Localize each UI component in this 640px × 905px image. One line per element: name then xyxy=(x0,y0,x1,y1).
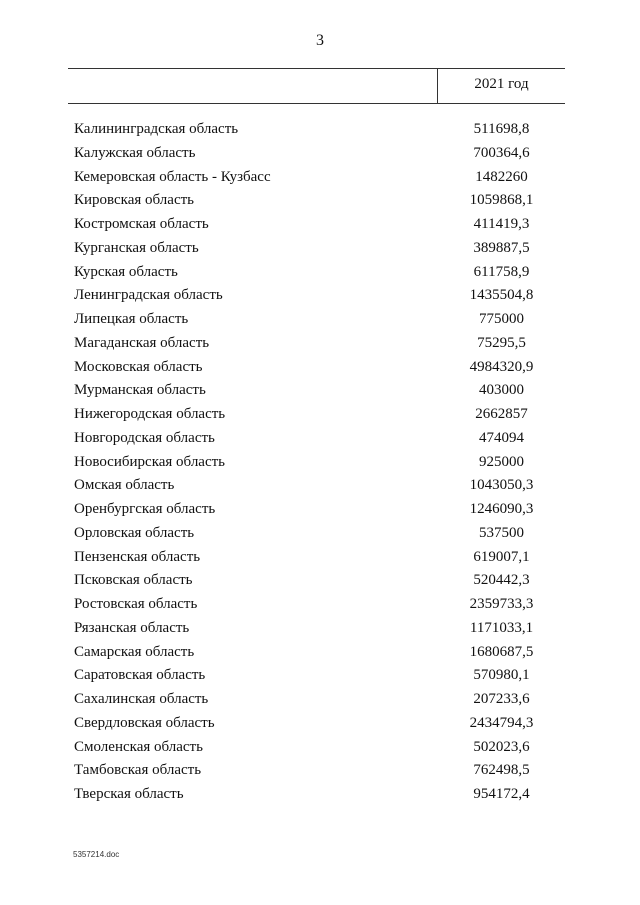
table-row xyxy=(0,712,640,736)
region-name: Курганская область xyxy=(74,239,199,256)
region-name: Мурманская область xyxy=(74,382,206,399)
region-value: 1680687,5 xyxy=(469,643,534,660)
region-name: Курская область xyxy=(74,263,178,280)
file-reference: 5357214.doc xyxy=(73,850,120,859)
table-row xyxy=(0,427,640,451)
region-value: 1482260 xyxy=(475,168,528,185)
region-value: 75295,5 xyxy=(477,334,526,351)
table-row xyxy=(0,617,640,641)
column-header-year: 2021 год xyxy=(474,76,529,92)
table-row xyxy=(0,641,640,665)
region-value: 2662857 xyxy=(475,406,528,422)
table-row xyxy=(0,522,640,546)
table-row xyxy=(0,664,640,688)
region-value: 619007,1 xyxy=(473,548,530,565)
region-value: 474094 xyxy=(479,429,524,446)
region-value: 1043050,3 xyxy=(469,477,534,494)
region-value: 925000 xyxy=(479,453,524,470)
table-row xyxy=(0,332,640,356)
table-row xyxy=(0,783,640,807)
region-value: 1059868,1 xyxy=(469,192,534,209)
region-value: 537500 xyxy=(479,524,524,541)
table-row xyxy=(0,284,640,308)
region-name: Орловская область xyxy=(74,524,195,541)
region-name: Московская область xyxy=(74,358,203,375)
region-value: 954172,4 xyxy=(473,786,530,802)
table-row xyxy=(0,166,640,190)
region-name: Сахалинская область xyxy=(74,691,209,707)
region-name: Оренбургская область xyxy=(74,501,216,517)
table-row xyxy=(0,569,640,593)
table-row xyxy=(0,142,640,166)
region-name: Калининградская область xyxy=(74,121,239,137)
region-name: Ленинградская область xyxy=(74,287,223,304)
table-body xyxy=(0,118,640,807)
region-name: Омская область xyxy=(74,477,175,494)
region-name: Новгородская область xyxy=(74,429,215,446)
region-value: 2434794,3 xyxy=(469,714,534,731)
region-value: 775000 xyxy=(479,311,524,327)
table-row xyxy=(0,213,640,237)
region-value: 411419,3 xyxy=(473,216,530,232)
table-row xyxy=(0,118,640,142)
region-name: Кировская область xyxy=(74,192,195,209)
region-name: Костромская область xyxy=(74,216,209,232)
table-row xyxy=(0,379,640,403)
table-row xyxy=(0,498,640,522)
region-value: 520442,3 xyxy=(473,572,530,589)
table-row xyxy=(0,688,640,712)
region-value: 570980,1 xyxy=(473,667,530,684)
table-header-rule xyxy=(68,103,565,104)
table-row xyxy=(0,403,640,427)
region-value: 511698,8 xyxy=(473,121,530,137)
region-name: Ростовская область xyxy=(74,596,198,612)
region-value: 2359733,3 xyxy=(469,596,534,612)
region-value: 762498,5 xyxy=(473,762,530,779)
region-name: Новосибирская область xyxy=(74,453,226,470)
table-row xyxy=(0,759,640,783)
region-name: Рязанская область xyxy=(74,619,190,636)
region-value: 1246090,3 xyxy=(469,501,534,517)
table-row xyxy=(0,308,640,332)
region-name: Свердловская область xyxy=(74,714,215,731)
region-name: Нижегородская область xyxy=(74,406,226,422)
region-value: 502023,6 xyxy=(473,738,530,755)
region-name: Калужская область xyxy=(74,144,196,161)
region-value: 389887,5 xyxy=(473,239,530,256)
table-row xyxy=(0,189,640,213)
table-row xyxy=(0,237,640,261)
region-name: Смоленская область xyxy=(74,738,203,755)
region-name: Магаданская область xyxy=(74,334,210,351)
page-number: 3 xyxy=(316,32,324,49)
region-value: 4984320,9 xyxy=(469,358,534,375)
table-row xyxy=(0,546,640,570)
region-value: 611758,9 xyxy=(473,263,530,280)
region-name: Кемеровская область - Кузбасс xyxy=(74,168,271,185)
region-name: Тамбовская область xyxy=(74,762,202,779)
table-row xyxy=(0,474,640,498)
region-value: 1435504,8 xyxy=(469,287,534,304)
table-row xyxy=(0,736,640,760)
region-name: Тверская область xyxy=(74,786,184,802)
table-top-rule xyxy=(68,68,565,69)
region-name: Пензенская область xyxy=(74,548,201,565)
region-value: 207233,6 xyxy=(473,691,530,707)
region-name: Саратовская область xyxy=(74,667,206,684)
table-row xyxy=(0,451,640,475)
region-value: 1171033,1 xyxy=(469,619,534,636)
region-name: Самарская область xyxy=(74,643,195,660)
table-row xyxy=(0,593,640,617)
region-value: 700364,6 xyxy=(473,144,530,161)
region-name: Псковская область xyxy=(74,572,193,589)
region-value: 403000 xyxy=(479,382,524,399)
table-row xyxy=(0,356,640,380)
table-row xyxy=(0,261,640,285)
region-name: Липецкая область xyxy=(74,311,189,327)
